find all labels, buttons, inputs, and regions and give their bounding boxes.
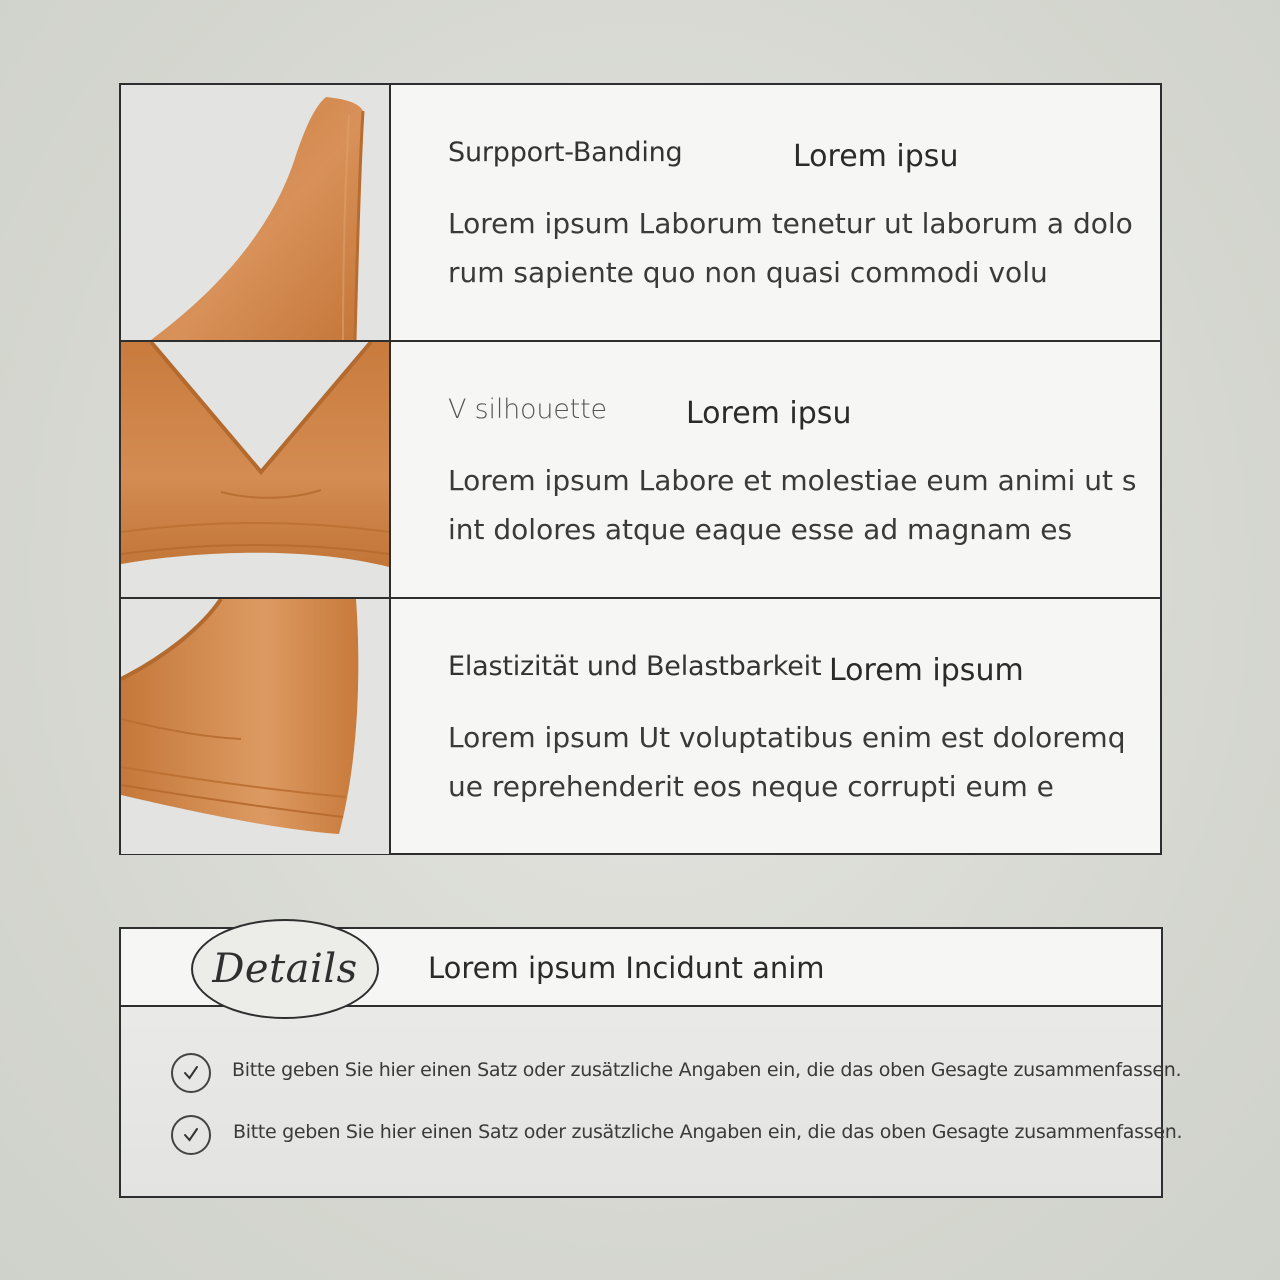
feature-subtitle: Lorem ipsu xyxy=(793,139,959,174)
feature-row-v-silhouette xyxy=(121,340,1160,597)
feature-label: Surpport-Banding xyxy=(448,137,683,168)
feature-row-elasticity xyxy=(121,597,1160,854)
details-header xyxy=(121,929,1161,1007)
check-circle-icon xyxy=(171,1053,211,1093)
feature-subtitle: Lorem ipsum xyxy=(829,653,1024,688)
bra-side-band-image xyxy=(121,599,391,854)
feature-description: Lorem ipsum Laborum tenetur ut laborum a dolorum sapiente quo non quasi commodi volu xyxy=(448,207,1133,289)
details-badge-label: Details xyxy=(212,946,358,992)
details-bullet-text: Bitte geben Sie hier einen Satz oder zusätzliche Angaben ein, die das oben Gesagte zusammenfassen. xyxy=(233,1121,1183,1143)
check-circle-icon xyxy=(171,1115,211,1155)
feature-content xyxy=(448,85,1133,340)
details-panel xyxy=(119,927,1183,1198)
details-title: Lorem ipsum Incidunt anim xyxy=(428,951,825,985)
feature-row-support-banding xyxy=(121,85,1160,340)
bra-strap-image xyxy=(121,85,391,340)
bra-v-neckline-image xyxy=(121,342,391,597)
feature-subtitle: Lorem ipsu xyxy=(686,396,852,431)
feature-description: Lorem ipsum Labore et molestiae eum animi ut sint dolores atque eaque esse ad magnam es xyxy=(448,464,1137,546)
feature-description: Lorem ipsum Ut voluptatibus enim est doloremque reprehenderit eos neque corrupti eum e xyxy=(448,721,1126,803)
details-bullet xyxy=(171,1053,1182,1093)
details-bullet-text: Bitte geben Sie hier einen Satz oder zusätzliche Angaben ein, die das oben Gesagte zusammenfassen. xyxy=(232,1059,1182,1081)
details-bullet xyxy=(171,1115,1183,1155)
feature-label: V silhouette xyxy=(448,394,607,425)
features-table xyxy=(119,83,1162,855)
feature-content xyxy=(448,599,1130,854)
feature-label: Elastizität und Belastbarkeit xyxy=(448,651,822,682)
details-badge xyxy=(191,919,379,1019)
feature-content xyxy=(448,342,1137,597)
